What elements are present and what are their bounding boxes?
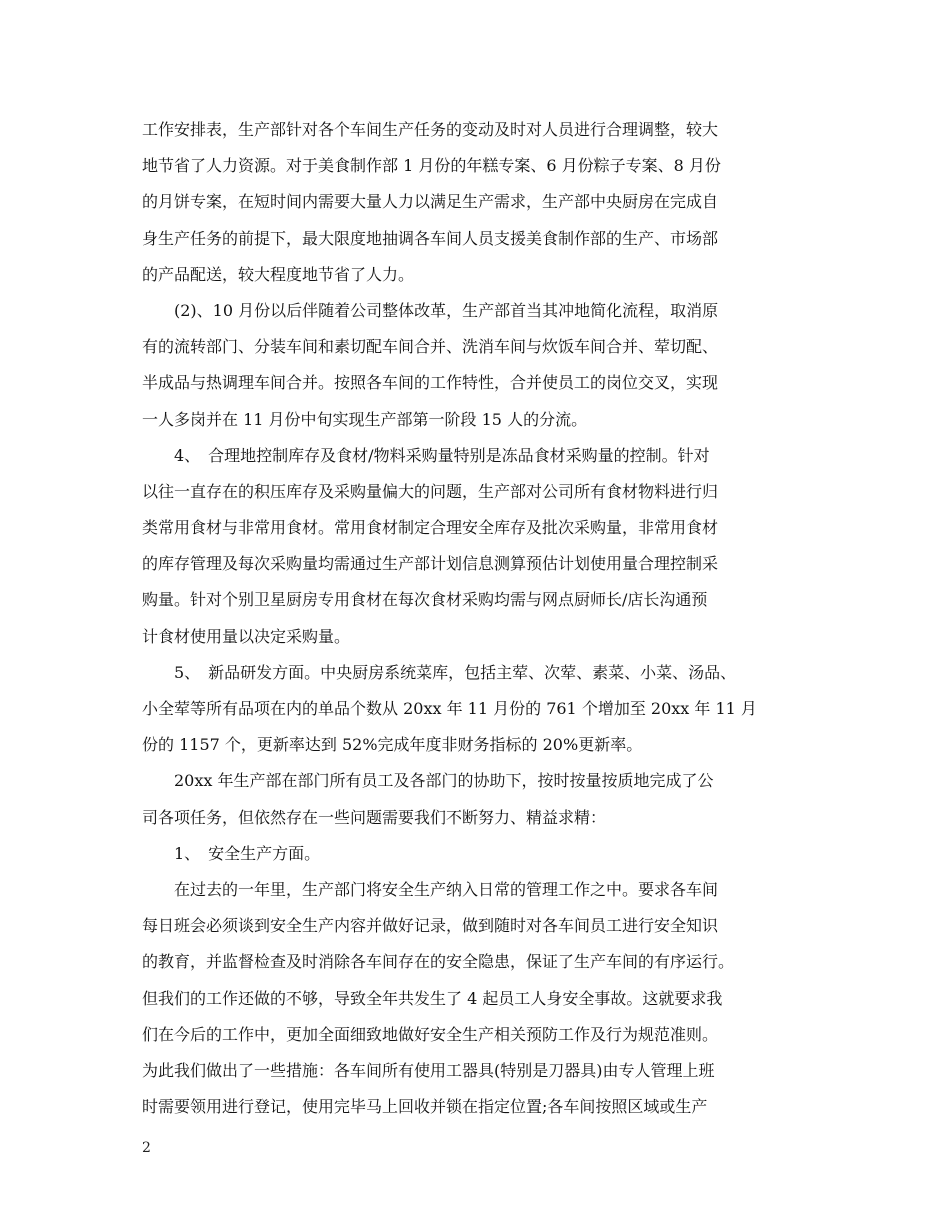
text-line: 有的流转部门、分装车间和素切配车间合并、洗消车间与炊饭车间合并、荤切配、 [142,337,719,357]
text-line: 小全荤等所有品项在内的单品个数从 20xx 年 11 月份的 761 个增加至 20xx 年 11 月 [142,699,757,718]
text-line: 4、 合理地控制库存及食材/物料采购量特别是冻品食材采购量的控制。针对 [142,445,710,465]
page-number: 2 [142,1140,151,1156]
text-line: 地节省了人力资源。对于美食制作部 1 月份的年糕专案、6 月份粽子专案、8 月份 [142,156,721,176]
text-line: 们在今后的工作中，更加全面细致地做好安全生产相关预防工作及行为规范准则。 [142,1024,719,1044]
text-line: 以往一直存在的积压库存及采购量偏大的问题，生产部对公司所有食材物料进行归 [142,481,719,501]
text-line: 5、 新品研发方面。中央厨房系统菜库，包括主荤、次荤、素菜、小菜、汤品、 [142,662,737,682]
text-line: 身生产任务的前提下，最大限度地抽调各车间人员支援美食制作部的生产、市场部 [142,228,719,248]
text-line: 工作安排表，生产部针对各个车间生产任务的变动及时对人员进行合理调整，较大 [142,120,719,139]
text-line: 的库存管理及每次采购量均需通过生产部计划信息测算预估计划使用量合理控制采 [142,554,719,574]
text-line: 一人多岗并在 11 月份中旬实现生产部第一阶段 15 人的分流。 [142,409,588,429]
text-line: 类常用食材与非常用食材。常用食材制定合理安全库存及批次采购量，非常用食材 [142,518,719,538]
text-line: 每日班会必须谈到安全生产内容并做好记录，做到随时对各车间员工进行安全知识 [142,916,719,936]
text-line: 司各项任务，但依然存在一些问题需要我们不断努力、精益求精： [142,807,607,827]
text-line: (2)、10 月份以后伴随着公司整体改革，生产部首当其冲地简化流程，取消原 [142,300,719,320]
text-line: 计食材使用量以决定采购量。 [142,626,351,646]
text-line: 为此我们做出了一些措施：各车间所有使用工器具(特别是刀器具)由专人管理上班 [142,1060,715,1080]
text-line: 20xx 年生产部在部门所有员工及各部门的协助下，按时按量按质地完成了公 [142,771,714,791]
text-line: 的月饼专案，在短时间内需要大量人力以满足生产需求，生产部中央厨房在完成自 [142,192,719,212]
text-line: 时需要领用进行登记，使用完毕马上回收并锁在指定位置;各车间按照区域或生产 [142,1097,708,1117]
text-line: 在过去的一年里，生产部门将安全生产纳入日常的管理工作之中。要求各车间 [142,879,719,899]
text-line: 份的 1157 个，更新率达到 52%完成年度非财务指标的 20%更新率。 [142,735,643,755]
text-line: 1、 安全生产方面。 [142,843,321,863]
text-line: 但我们的工作还做的不够，导致全年共发生了 4 起员工人身安全事故。这就要求我 [142,988,723,1008]
text-line: 半成品与热调理车间合并。按照各车间的工作特性，合并使员工的岗位交叉，实现 [142,373,719,393]
text-line: 的教育，并监督检查及时消除各车间存在的安全隐患，保证了生产车间的有序运行。 [142,952,735,972]
text-line: 的产品配送，较大程度地节省了人力。 [142,264,415,284]
document-body [142,112,814,1125]
text-line: 购量。针对个别卫星厨房专用食材在每次食材采购均需与网点厨师长/店长沟通预 [142,590,708,610]
